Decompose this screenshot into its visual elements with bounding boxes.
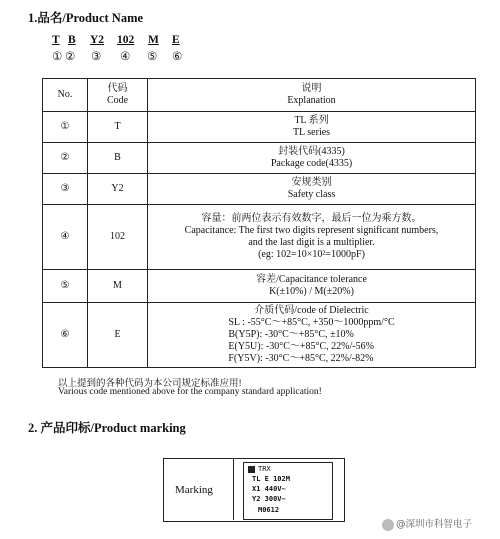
table-row	[43, 303, 476, 368]
row-number: ⑤	[43, 270, 88, 303]
row-number: ①	[43, 112, 88, 143]
explanation-line: and the last digit is a multiplier.	[248, 237, 375, 248]
row-code: E	[88, 303, 148, 368]
explanation-line: (eg: 102=10×10²=1000pF)	[258, 249, 365, 260]
chip-line-model: TL E 102M	[252, 475, 290, 483]
code-letter: T	[52, 34, 60, 46]
explanation-line: F(Y5V): -30°C～+85°C, 22%/-82%	[228, 353, 374, 364]
row-code: 102	[88, 205, 148, 270]
marking-label: Marking	[175, 484, 213, 496]
explanation-line: 容量：前两位表示有效数字，最后一位为乘方数。	[201, 213, 422, 224]
marking-divider	[233, 459, 234, 520]
code-letter: M	[148, 34, 159, 46]
code-number: ③	[91, 51, 102, 63]
table-row	[43, 143, 476, 174]
row-explanation	[148, 112, 476, 143]
section-heading-product-name: 1.品名/Product Name	[28, 11, 144, 25]
row-code: Y2	[88, 174, 148, 205]
explanation-line: 介质代码/code of Dielectric	[254, 305, 369, 316]
table-row	[43, 205, 476, 270]
watermark-text: @深圳市科智电子	[396, 519, 473, 530]
explanation-line: K(±10%) / M(±20%)	[269, 286, 354, 297]
dielectric-list	[228, 317, 394, 365]
code-number: ①	[52, 51, 63, 63]
table-row	[43, 112, 476, 143]
explanation-line: 封装代码(4335)	[278, 146, 345, 157]
header-code	[88, 79, 148, 112]
table-header-row	[43, 79, 476, 112]
code-letter: 102	[117, 34, 135, 46]
chip-marking-image	[243, 462, 333, 520]
watermark	[382, 516, 472, 531]
header-explanation	[148, 79, 476, 112]
header-code-en: Code	[106, 95, 129, 106]
row-explanation	[148, 205, 476, 270]
code-letter: E	[172, 34, 180, 46]
chip-line-date: M0612	[258, 506, 280, 514]
code-number: ⑤	[147, 51, 158, 63]
table-row	[43, 270, 476, 303]
code-letter: Y2	[90, 34, 105, 46]
note-cn: 以上提到的各种代码为本公司规定标准应用!	[58, 379, 242, 389]
chip-line-x1: X1 440V~	[252, 485, 286, 493]
row-code: M	[88, 270, 148, 303]
code-number: ⑥	[172, 51, 183, 63]
brand-logo-icon	[248, 466, 255, 473]
section-heading-product-marking: 2. 产品印标/Product marking	[28, 421, 186, 435]
explanation-line: 容差/Capacitance tolerance	[256, 274, 367, 285]
note-en: Various code mentioned above for the company standard application!	[58, 387, 322, 397]
row-number: ③	[43, 174, 88, 205]
explanation-line: Safety class	[287, 189, 336, 200]
row-explanation	[148, 143, 476, 174]
row-explanation	[148, 303, 476, 368]
row-code: B	[88, 143, 148, 174]
header-explanation-en: Explanation	[287, 95, 336, 106]
row-code: T	[88, 112, 148, 143]
explanation-line: TL 系列	[294, 115, 329, 126]
row-explanation	[148, 174, 476, 205]
header-code-cn: 代码	[107, 83, 128, 94]
explanation-line: TL series	[292, 127, 331, 138]
explanation-line: Package code(4335)	[270, 158, 353, 169]
product-code-table	[42, 78, 476, 368]
row-number: ④	[43, 205, 88, 270]
chip-line-brand: TRX	[258, 465, 271, 473]
table-row	[43, 174, 476, 205]
explanation-line: SL : -55°C～+85°C, +350～1000ppm/°C	[228, 317, 395, 328]
row-number: ⑥	[43, 303, 88, 368]
explanation-line: B(Y5P): -30°C～+85°C, ±10%	[228, 329, 354, 340]
code-number: ②	[65, 51, 76, 63]
explanation-line: E(Y5U): -30°C～+85°C, 22%/-56%	[228, 341, 374, 352]
code-letter: B	[68, 34, 76, 46]
row-number: ②	[43, 143, 88, 174]
header-no: No.	[43, 79, 88, 112]
header-explanation-cn: 说明	[301, 83, 322, 94]
explanation-line: 安规类别	[291, 177, 332, 188]
explanation-line: Capacitance: The first two digits represent significant numbers,	[184, 225, 439, 236]
code-number: ④	[120, 51, 131, 63]
chip-line-y2: Y2 300V~	[252, 495, 286, 503]
row-explanation	[148, 270, 476, 303]
watermark-avatar-icon	[382, 519, 394, 531]
